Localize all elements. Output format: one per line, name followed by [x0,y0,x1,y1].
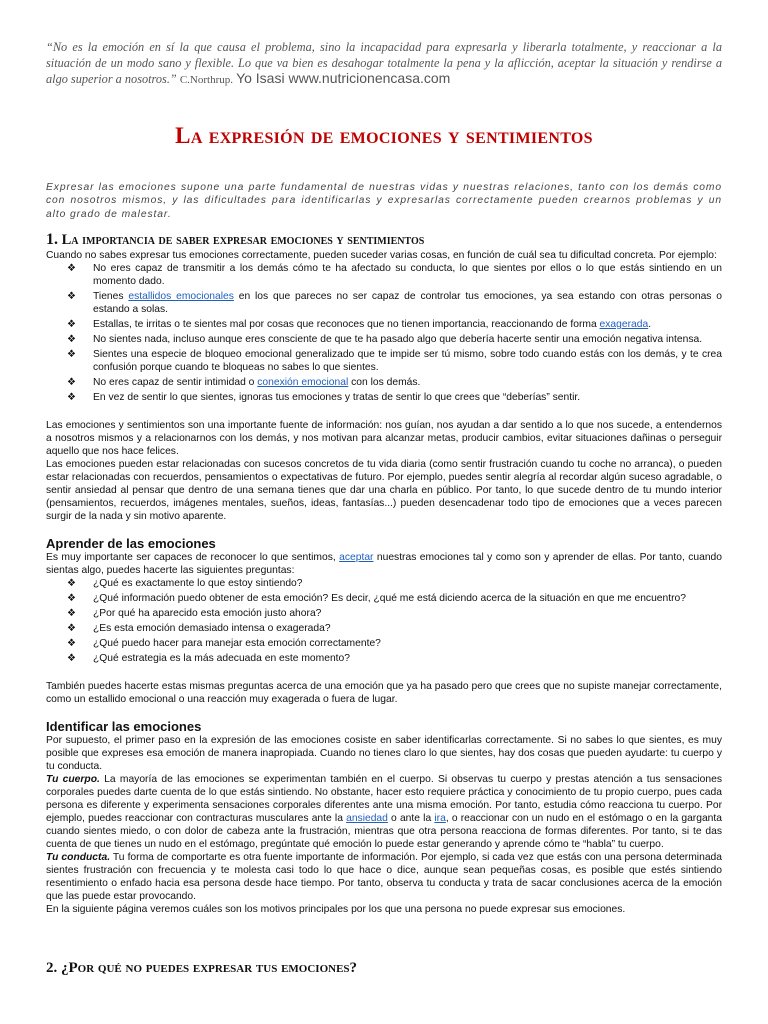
diamond-bullet-icon: ❖ [67,593,76,604]
conduct-paragraph: Tu conducta. Tu forma de comportarte es otra fuente importante de información. Por ejemplo, si cada vez que estás con una persona determinada sientes frustración con frecuencia y te molesta casi todo lo que hace o dice, aunque sean pequeñas cosas, es posible que estés sintiendo resentimiento o enfado hacia esa persona desde hace tiempo. Por tanto, observa tu conducta y trata de sacar conclusiones acerca de la emoción que las puede estar provocando. [46,852,722,902]
body-label: Tu cuerpo. [46,774,100,785]
section1-title: La importancia de saber expresar emociones y sentimientos [61,232,425,248]
learn-heading: Aprender de las emociones [46,536,216,551]
link-conexion-emocional[interactable]: conexión emocional [257,377,349,388]
diamond-bullet-icon: ❖ [67,392,76,403]
list-item: ❖ ¿Por qué ha aparecido esta emoción justo ahora? [67,608,322,619]
opening-quote [46,40,722,89]
learn-lead: Es muy importante ser capaces de reconocer lo que sentimos, aceptar nuestras emociones tal y como son y aprender de ellas. Por tanto, cuando sientas algo, puedes hacerte las siguientes preguntas: [46,552,722,576]
intro-paragraph: Expresar las emociones supone una parte fundamental de nuestras vidas y nuestras relaciones, tanto con los demás como con nosotros mismos, y las dificultades para identificarlas y expresarlas correctamente pueden crearnos problemas y un alto grado de malestar. [46,181,722,220]
emotions-events-paragraph: Las emociones pueden estar relacionadas con sucesos concretos de tu vida diaria (como sentir frustración cuando tu coche no arranca), o pueden estar relacionadas con recuerdos, pensamientos o expectativas de futuro. Por ejemplo, puedes sentir alegría al recordar algún suceso agradable, o sentir ansiedad al pensar que dentro de una semana tienes que dar una charla en público. Por tanto, lo que sucede dentro de tu mundo interior (pensamientos, recuerdos, imágenes mentales, sueños, ideas, fantasías...) pueden desencadenar todo tipo de emociones que a veces parecen surgir de la nada y sin motivo aparente. [46,459,722,522]
list-item: ❖ ¿Qué es exactamente lo que estoy sintiendo? [67,578,303,589]
list-item: ❖ ¿Es esta emoción demasiado intensa o exagerada? [67,623,331,634]
section2-title: ¿Por qué no puedes expresar tus emociones? [61,960,358,976]
diamond-bullet-icon: ❖ [67,291,76,302]
section1-lead: Cuando no sabes expresar tus emociones correctamente, pueden suceder varias cosas, en función de cuál sea tu dificultad concreta. Por ejemplo: [46,250,717,261]
diamond-bullet-icon: ❖ [67,263,76,274]
diamond-bullet-icon: ❖ [67,638,76,649]
link-ansiedad[interactable]: ansiedad [346,813,388,824]
list-item: ❖ No eres capaz de transmitir a los demás cómo te ha afectado su conducta, lo que sientes por ellos o lo que estás sintiendo en un momento dado. [67,263,722,287]
section1-number: 1. [46,231,58,248]
list-item: ❖ Tienes estallidos emocionales en los que pareces no ser capaz de controlar tus emociones, ya sea estando con otras personas o estando a solas. [67,291,722,315]
section2-number: 2. [46,960,58,976]
conduct-label: Tu conducta. [46,852,111,863]
diamond-bullet-icon: ❖ [67,653,76,664]
diamond-bullet-icon: ❖ [67,608,76,619]
next-page-note: En la siguiente página veremos cuáles son los motivos principales por los que una persona no puede expresar sus emociones. [46,904,626,915]
identify-heading: Identificar las emociones [46,719,202,734]
diamond-bullet-icon: ❖ [67,623,76,634]
emotions-information-paragraph: Las emociones y sentimientos son una importante fuente de información: nos guían, nos ayudan a dar sentido a lo que nos sucede, a entendernos a nosotros mismos y a relacionarnos con los demás, y nos motivan para alcanzar metas, producir cambios, evitar situaciones dañinas o perseguir aquello que nos hace felices. [46,420,722,457]
page-title: La expresión de emociones y sentimientos [175,122,593,148]
link-ira[interactable]: ira [434,813,446,824]
quote-author: C.Northrup. [179,74,233,86]
diamond-bullet-icon: ❖ [67,578,76,589]
difficulties-list [46,262,722,404]
author-website: Yo Isasi www.nutricionencasa.com [236,70,451,86]
diamond-bullet-icon: ❖ [67,377,76,388]
diamond-bullet-icon: ❖ [67,319,76,330]
body-paragraph: Tu cuerpo. La mayoría de las emociones se experimentan también en el cuerpo. Si observas tu cuerpo y prestas atención a tus sensaciones corporales puedes darte cuenta de lo que estás sintiendo. No obstante, hacer esto requiere práctica y conocimiento de tu propio cuerpo, pues cada persona es diferente y experimenta sensaciones corporales diferentes ante una misma emoción. Por tanto, estudia cómo reacciona tu cuerpo. Por ejemplo, puedes reaccionar con contracturas musculares ante la ansiedad o ante la ira, o reaccionar con un nudo en el estómago o en la garganta cuando sientes miedo, o con dolor de cabeza ante la frustración, mientras que otra persona reacciona de formas diferentes. Por tanto, si te das cuenta de que tienes un nudo en el estómago, pregúntate qué emoción lo puede estar generando y aprende cómo te “habla” tu cuerpo. [46,774,723,850]
learn-after-paragraph: También puedes hacerte estas mismas preguntas acerca de una emoción que ya ha pasado pero que crees que no supiste manejar correctamente, como un estallido emocional o una reacción muy exagerada o fuera de lugar. [46,681,722,705]
list-item: ❖ ¿Qué información puedo obtener de esta emoción? Es decir, ¿qué me está diciendo acerca de la situación en que me encuentro? [67,593,687,604]
identify-lead: Por supuesto, el primer paso en la expresión de las emociones cosiste en saber identificarlas correctamente. Si no sabes lo que sientes, es muy posible que expreses esa emoción de manera inapropiada. Cuando no tienes claro lo que sientes, hay dos cosas que pueden ayudarte: tu cuerpo y tu conducta. [46,735,722,772]
link-estallidos-emocionales[interactable]: estallidos emocionales [128,291,234,302]
link-exagerada[interactable]: exagerada [599,319,649,330]
section1-heading [46,231,722,249]
list-item: ❖ Sientes una especie de bloqueo emocional generalizado que te impide ser tú mismo, sobre todo cuando estás con los demás, y te crea confusión porque cuando te bloqueas no sabes lo que sientes. [67,349,722,373]
diamond-bullet-icon: ❖ [67,334,76,345]
link-aceptar[interactable]: aceptar [339,552,374,563]
section2-heading [46,960,357,977]
quote-text: “No es la emoción en sí la que causa el problema, sino la incapacidad para expresarla y liberarla totalmente, y reaccionar a la situación de un modo sano y flexible. Lo que va bien es desahogar totalmente la pena y la aflicción, aceptar la situación y rendirse a algo superior a nosotros.” [46,40,722,86]
document-page [46,40,723,976]
list-item: ❖ En vez de sentir lo que sientes, ignoras tus emociones y tratas de sentir lo que crees que “deberías” sentir. [67,392,581,403]
list-item: ❖ No sientes nada, incluso aunque eres consciente de que te ha pasado algo que debería hacerte sentir una emoción negativa intensa. [67,334,703,345]
list-item: ❖ ¿Qué puedo hacer para manejar esta emoción correctamente? [67,638,381,649]
questions-list [46,577,722,665]
diamond-bullet-icon: ❖ [67,349,76,360]
list-item: ❖ Estallas, te irritas o te sientes mal por cosas que reconoces que no tienen importancia, reaccionando de forma exagerada. [67,319,652,330]
list-item: ❖ No eres capaz de sentir intimidad o conexión emocional con los demás. [67,377,421,388]
list-item: ❖ ¿Qué estrategia es la más adecuada en este momento? [67,653,350,664]
